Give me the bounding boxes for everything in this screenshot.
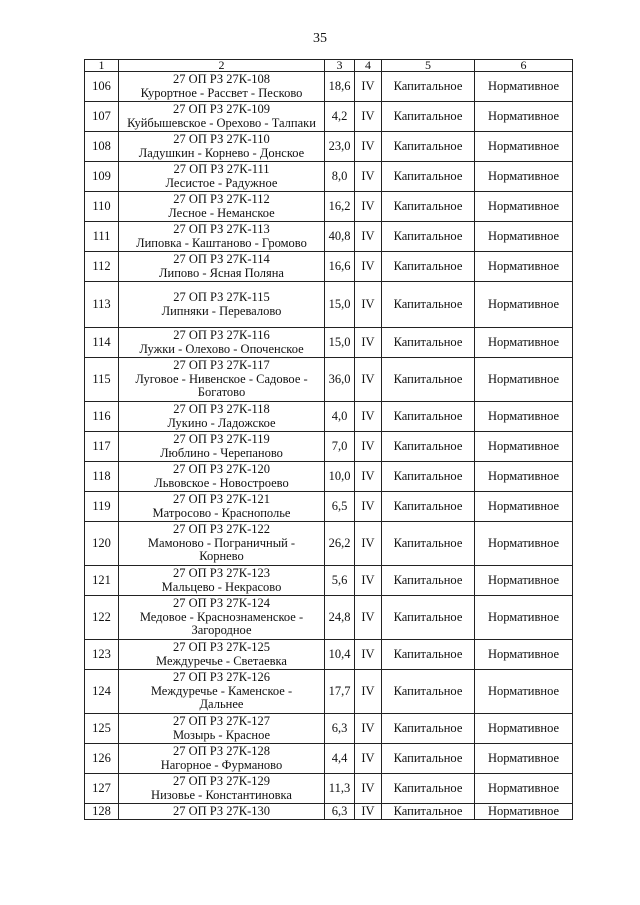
road-code: 27 ОП РЗ 27К-127	[172, 714, 271, 728]
table-row	[85, 132, 573, 162]
road-category: IV	[355, 714, 382, 744]
road-name-cell	[119, 566, 325, 596]
road-route: Дальнее	[199, 697, 244, 712]
road-code: 27 ОП РЗ 27К-123	[172, 566, 271, 580]
row-number: 109	[85, 162, 119, 192]
surface-type: Капитальное	[382, 640, 475, 670]
road-name-cell	[119, 462, 325, 492]
table-row	[85, 744, 573, 774]
surface-type: Капитальное	[382, 744, 475, 774]
road-state: Нормативное	[475, 566, 573, 596]
road-length: 4,0	[325, 402, 355, 432]
row-number: 124	[85, 670, 119, 714]
surface-type: Капитальное	[382, 358, 475, 402]
road-category: IV	[355, 596, 382, 640]
road-length: 40,8	[325, 222, 355, 252]
table-row	[85, 670, 573, 714]
road-category: IV	[355, 328, 382, 358]
road-state: Нормативное	[475, 282, 573, 328]
road-code: 27 ОП РЗ 27К-117	[173, 358, 270, 373]
road-name-cell	[119, 640, 325, 670]
road-category: IV	[355, 774, 382, 804]
road-length: 10,0	[325, 462, 355, 492]
road-route: Мозырь - Красное	[172, 727, 271, 742]
road-code: 27 ОП РЗ 27К-122	[172, 522, 271, 537]
road-state: Нормативное	[475, 640, 573, 670]
road-name-cell	[119, 358, 325, 402]
row-number: 107	[85, 102, 119, 132]
road-category: IV	[355, 492, 382, 522]
road-state: Нормативное	[475, 222, 573, 252]
road-route: Луговое - Нивенское - Садовое -	[135, 371, 308, 386]
road-name-cell	[119, 222, 325, 252]
table-row	[85, 804, 573, 820]
road-name-cell	[119, 402, 325, 432]
road-state: Нормативное	[475, 522, 573, 566]
road-state: Нормативное	[475, 162, 573, 192]
road-code: 27 ОП РЗ 27К-125	[172, 640, 271, 654]
row-number: 115	[85, 358, 119, 402]
road-category: IV	[355, 744, 382, 774]
road-length: 18,6	[325, 72, 355, 102]
road-state: Нормативное	[475, 744, 573, 774]
road-state: Нормативное	[475, 402, 573, 432]
road-route: Курортное - Рассвет - Песково	[140, 85, 303, 100]
table-body	[85, 72, 573, 820]
road-length: 4,2	[325, 102, 355, 132]
road-length: 6,5	[325, 492, 355, 522]
page-number: 35	[313, 31, 327, 46]
table-row	[85, 252, 573, 282]
row-number: 122	[85, 596, 119, 640]
column-header: 3	[325, 60, 355, 72]
road-state: Нормативное	[475, 328, 573, 358]
road-category: IV	[355, 252, 382, 282]
road-code: 27 ОП РЗ 27К-118	[173, 402, 270, 416]
road-length: 7,0	[325, 432, 355, 462]
column-header: 2	[119, 60, 325, 72]
table-row	[85, 72, 573, 102]
road-state: Нормативное	[475, 192, 573, 222]
road-code: 27 ОП РЗ 27К-110	[173, 132, 270, 146]
row-number: 119	[85, 492, 119, 522]
table-row	[85, 432, 573, 462]
row-number: 111	[85, 222, 119, 252]
road-name-cell	[119, 162, 325, 192]
road-code: 27 ОП РЗ 27К-114	[173, 252, 270, 266]
row-number: 113	[85, 282, 119, 328]
road-name-cell	[119, 328, 325, 358]
row-number: 117	[85, 432, 119, 462]
road-length: 36,0	[325, 358, 355, 402]
row-number: 126	[85, 744, 119, 774]
road-length: 6,3	[325, 804, 355, 820]
road-name-cell	[119, 774, 325, 804]
road-route: Лесистое - Радужное	[165, 175, 278, 190]
road-name-cell	[119, 72, 325, 102]
table-row	[85, 774, 573, 804]
road-code: 27 ОП РЗ 27К-130	[172, 803, 271, 818]
table-row	[85, 102, 573, 132]
road-category: IV	[355, 566, 382, 596]
road-name-cell	[119, 252, 325, 282]
road-length: 11,3	[325, 774, 355, 804]
road-code: 27 ОП РЗ 27К-113	[173, 222, 270, 236]
surface-type: Капитальное	[382, 222, 475, 252]
road-state: Нормативное	[475, 432, 573, 462]
road-code: 27 ОП РЗ 27К-124	[172, 596, 271, 611]
road-state: Нормативное	[475, 72, 573, 102]
surface-type: Капитальное	[382, 804, 475, 820]
road-name-cell	[119, 670, 325, 714]
road-route: Ладушкин - Корнево - Донское	[138, 145, 305, 160]
surface-type: Капитальное	[382, 162, 475, 192]
road-state: Нормативное	[475, 252, 573, 282]
road-category: IV	[355, 670, 382, 714]
road-name-cell	[119, 714, 325, 744]
row-number: 116	[85, 402, 119, 432]
column-header: 1	[85, 60, 119, 72]
table-row	[85, 282, 573, 328]
road-length: 6,3	[325, 714, 355, 744]
road-name-cell	[119, 492, 325, 522]
road-name-cell	[119, 804, 325, 820]
table-row	[85, 222, 573, 252]
road-code: 27 ОП РЗ 27К-120	[172, 462, 271, 476]
road-route: Междуречье - Каменское -	[150, 683, 293, 698]
table-row	[85, 192, 573, 222]
road-length: 16,2	[325, 192, 355, 222]
road-code: 27 ОП РЗ 27К-116	[173, 328, 270, 342]
road-name-cell	[119, 744, 325, 774]
road-code: 27 ОП РЗ 27К-109	[172, 102, 271, 116]
row-number: 110	[85, 192, 119, 222]
road-category: IV	[355, 102, 382, 132]
road-code: 27 ОП РЗ 27К-128	[172, 744, 271, 758]
column-header: 4	[355, 60, 382, 72]
road-route: Липовка - Каштаново - Громово	[136, 235, 307, 250]
row-number: 121	[85, 566, 119, 596]
road-category: IV	[355, 804, 382, 820]
road-category: IV	[355, 432, 382, 462]
road-code: 27 ОП РЗ 27К-126	[172, 670, 271, 685]
road-length: 10,4	[325, 640, 355, 670]
surface-type: Капитальное	[382, 774, 475, 804]
surface-type: Капитальное	[382, 132, 475, 162]
column-header: 6	[475, 60, 573, 72]
road-state: Нормативное	[475, 714, 573, 744]
road-state: Нормативное	[475, 492, 573, 522]
road-length: 15,0	[325, 282, 355, 328]
surface-type: Капитальное	[382, 566, 475, 596]
road-code: 27 ОП РЗ 27К-115	[173, 290, 270, 304]
road-name-cell	[119, 596, 325, 640]
surface-type: Капитальное	[382, 102, 475, 132]
row-number: 108	[85, 132, 119, 162]
road-route: Корнево	[199, 549, 244, 564]
road-route: Загородное	[191, 623, 252, 638]
road-route: Матросово - Краснополье	[152, 505, 291, 520]
road-route: Медовое - Краснознаменское -	[139, 609, 304, 624]
surface-type: Капитальное	[382, 282, 475, 328]
table-row	[85, 402, 573, 432]
table-row	[85, 522, 573, 566]
column-header: 5	[382, 60, 475, 72]
road-name-cell	[119, 522, 325, 566]
row-number: 128	[85, 804, 119, 820]
table-row	[85, 596, 573, 640]
road-code: 27 ОП РЗ 27К-111	[173, 162, 270, 176]
road-state: Нормативное	[475, 462, 573, 492]
road-name-cell	[119, 432, 325, 462]
road-route: Люблино - Черепаново	[160, 445, 283, 460]
table-row	[85, 566, 573, 596]
road-route: Богатово	[197, 385, 246, 400]
row-number: 118	[85, 462, 119, 492]
road-category: IV	[355, 162, 382, 192]
table-row	[85, 328, 573, 358]
road-name-cell	[119, 132, 325, 162]
road-length: 26,2	[325, 522, 355, 566]
table-row	[85, 492, 573, 522]
road-category: IV	[355, 358, 382, 402]
road-code: 27 ОП РЗ 27К-121	[172, 492, 271, 506]
header-row	[85, 60, 573, 72]
table-row	[85, 162, 573, 192]
road-state: Нормативное	[475, 358, 573, 402]
road-code: 27 ОП РЗ 27К-119	[173, 432, 270, 446]
road-code: 27 ОП РЗ 27К-108	[172, 72, 271, 86]
road-route: Низовье - Константиновка	[151, 787, 292, 802]
road-name-cell	[119, 192, 325, 222]
road-length: 17,7	[325, 670, 355, 714]
surface-type: Капитальное	[382, 252, 475, 282]
road-length: 16,6	[325, 252, 355, 282]
road-category: IV	[355, 192, 382, 222]
road-state: Нормативное	[475, 102, 573, 132]
row-number: 106	[85, 72, 119, 102]
road-length: 15,0	[325, 328, 355, 358]
road-route: Липово - Ясная Поляна	[159, 265, 284, 280]
road-registry-table	[84, 59, 573, 820]
road-state: Нормативное	[475, 804, 573, 820]
road-route: Лужки - Олехово - Опоченское	[139, 341, 304, 356]
table-row	[85, 714, 573, 744]
row-number: 120	[85, 522, 119, 566]
surface-type: Капитальное	[382, 596, 475, 640]
surface-type: Капитальное	[382, 328, 475, 358]
road-length: 24,8	[325, 596, 355, 640]
table-row	[85, 640, 573, 670]
road-length: 4,4	[325, 744, 355, 774]
road-length: 8,0	[325, 162, 355, 192]
surface-type: Капитальное	[382, 492, 475, 522]
road-code: 27 ОП РЗ 27К-129	[172, 774, 271, 788]
road-length: 5,6	[325, 566, 355, 596]
surface-type: Капитальное	[382, 402, 475, 432]
road-category: IV	[355, 222, 382, 252]
row-number: 127	[85, 774, 119, 804]
surface-type: Капитальное	[382, 670, 475, 714]
row-number: 123	[85, 640, 119, 670]
row-number: 112	[85, 252, 119, 282]
road-category: IV	[355, 72, 382, 102]
road-category: IV	[355, 522, 382, 566]
road-category: IV	[355, 402, 382, 432]
road-state: Нормативное	[475, 670, 573, 714]
road-route: Мамоново - Пограничный -	[147, 535, 296, 550]
road-route: Львовское - Новостроево	[154, 475, 289, 490]
road-route: Междуречье - Светаевка	[156, 653, 287, 668]
road-length: 23,0	[325, 132, 355, 162]
surface-type: Капитальное	[382, 462, 475, 492]
surface-type: Капитальное	[382, 192, 475, 222]
road-category: IV	[355, 282, 382, 328]
row-number: 125	[85, 714, 119, 744]
surface-type: Капитальное	[382, 714, 475, 744]
road-name-cell	[119, 282, 325, 328]
surface-type: Капитальное	[382, 432, 475, 462]
table-row	[85, 462, 573, 492]
road-category: IV	[355, 462, 382, 492]
road-route: Лесное - Неманское	[168, 205, 275, 220]
table-row	[85, 358, 573, 402]
road-category: IV	[355, 132, 382, 162]
road-code: 27 ОП РЗ 27К-112	[173, 192, 270, 206]
road-state: Нормативное	[475, 132, 573, 162]
surface-type: Капитальное	[382, 72, 475, 102]
road-category: IV	[355, 640, 382, 670]
row-number: 114	[85, 328, 119, 358]
road-name-cell	[119, 102, 325, 132]
road-route: Липняки - Перевалово	[161, 303, 282, 318]
road-route: Нагорное - Фурманово	[160, 757, 283, 772]
road-route: Мальцево - Некрасово	[161, 579, 282, 594]
road-route: Куйбышевское - Орехово - Талпаки	[127, 115, 316, 130]
road-route: Лукино - Ладожское	[167, 415, 276, 430]
road-state: Нормативное	[475, 596, 573, 640]
road-state: Нормативное	[475, 774, 573, 804]
surface-type: Капитальное	[382, 522, 475, 566]
